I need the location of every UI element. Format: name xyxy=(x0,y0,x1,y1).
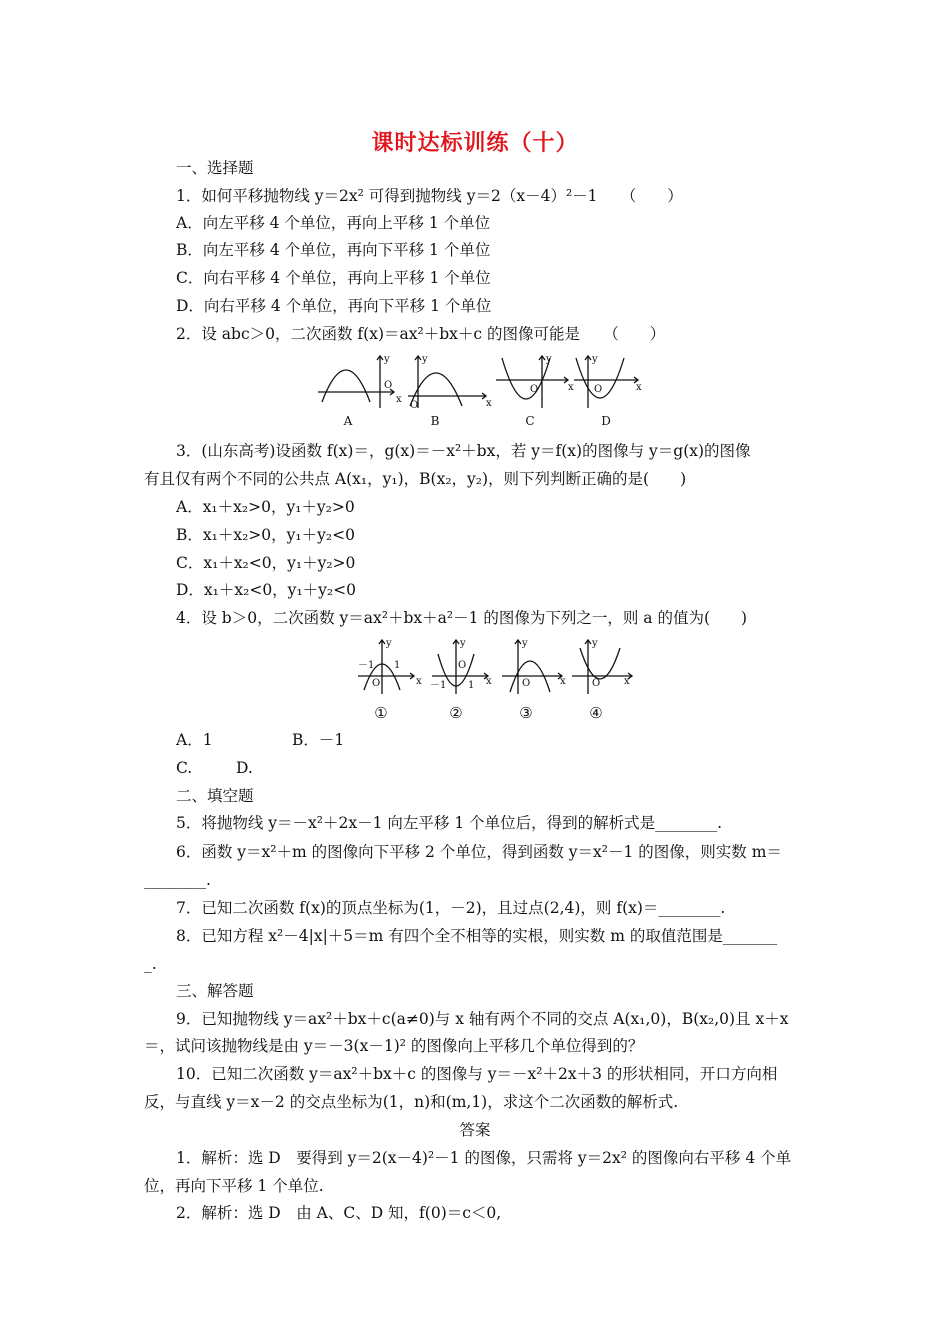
q1-stem: 1．如何平移抛物线 y＝2x² 可得到抛物线 y＝2（x－4）²－1 （ ） xyxy=(176,187,683,205)
q3-option-b: B．x₁＋x₂>0，y₁＋y₂<0 xyxy=(176,526,355,544)
q9-line1: 9．已知抛物线 y＝ax²＋bx＋c(a≠0)与 x 轴有两个不同的交点 A(x₁,0)，B(x₂,0)且 x＋x xyxy=(176,1010,789,1028)
q3-option-a: A．x₁＋x₂>0，y₁＋y₂>0 xyxy=(176,498,355,516)
section-heading-solve: 三、解答题 xyxy=(176,982,254,1000)
q4-option-d: D. xyxy=(236,759,253,777)
svg-text:－1: －1 xyxy=(358,660,375,671)
q2-label-c: C xyxy=(525,414,535,428)
answer1-line2: 位，再向下平移 1 个单位. xyxy=(144,1177,324,1195)
q4-label-2: ② xyxy=(449,704,463,722)
svg-text:y: y xyxy=(386,638,392,649)
svg-text:x: x xyxy=(568,382,574,393)
svg-text:O: O xyxy=(522,678,531,689)
q4-option-a: A．1 xyxy=(176,731,213,749)
q4-label-3: ③ xyxy=(519,704,533,722)
q2-label-a: A xyxy=(343,414,353,428)
q4-graph-4 xyxy=(572,640,632,694)
q4-option-b: B．－1 xyxy=(292,731,345,749)
svg-text:O: O xyxy=(384,380,393,391)
svg-text:y: y xyxy=(422,354,428,365)
svg-text:y: y xyxy=(592,354,598,365)
q4-graph-3 xyxy=(502,640,562,694)
q10-line2: 反，与直线 y＝x－2 的交点坐标为(1，n)和(m,1)，求这个二次函数的解析式. xyxy=(144,1093,679,1111)
q6-line2: ________. xyxy=(144,871,211,889)
q5-text: 5．将抛物线 y＝－x²＋2x－1 向左平移 1 个单位后，得到的解析式是________. xyxy=(176,814,723,832)
q8-line2: _. xyxy=(144,955,157,973)
svg-text:y: y xyxy=(522,638,528,649)
q1-option-b: B．向左平移 4 个单位，再向下平移 1 个单位 xyxy=(176,241,491,259)
q3-line1: 3．(山东高考)设函数 f(x)＝，g(x)＝－x²＋bx，若 y＝f(x)的图像与 y＝g(x)的图像 xyxy=(176,442,751,460)
svg-text:O: O xyxy=(592,678,601,689)
q2-graph-b xyxy=(408,356,486,408)
q3-line2: 有且仅有两个不同的公共点 A(x₁，y₁)，B(x₂，y₂)，则下列判断正确的是( ) xyxy=(144,470,687,488)
svg-text:y: y xyxy=(592,638,598,649)
q2-graph-set xyxy=(316,350,640,410)
q2-label-b: B xyxy=(430,414,440,428)
svg-text:－1: －1 xyxy=(430,680,447,691)
answer1-line1: 1．解析：选 D 要得到 y＝2(x－4)²－1 的图像，只需将 y＝2x² 的图像向右平移 4 个单 xyxy=(176,1149,792,1167)
svg-text:y: y xyxy=(384,354,390,365)
q2-graph-d xyxy=(574,356,638,408)
q6-line1: 6．函数 y＝x²＋m 的图像向下平移 2 个单位，得到函数 y＝x²－1 的图像，则实数 m＝ xyxy=(176,843,782,861)
svg-text:O: O xyxy=(410,400,419,411)
svg-text:x: x xyxy=(624,676,630,687)
svg-text:x: x xyxy=(560,676,566,687)
q2-stem: 2．设 abc＞0，二次函数 f(x)＝ax²＋bx＋c 的图像可能是 （ ） xyxy=(176,325,666,343)
svg-text:O: O xyxy=(458,660,467,671)
section-heading-fill: 二、填空题 xyxy=(176,787,254,805)
q3-option-c: C．x₁＋x₂<0，y₁＋y₂>0 xyxy=(176,554,356,572)
svg-text:x: x xyxy=(396,394,402,405)
q1-option-d: D．向右平移 4 个单位，再向下平移 1 个单位 xyxy=(176,297,492,315)
q2-graph-c xyxy=(496,356,568,408)
answers-heading: 答案 xyxy=(459,1121,491,1139)
svg-text:x: x xyxy=(486,398,492,409)
q10-line1: 10．已知二次函数 y＝ax²＋bx＋c 的图像与 y＝－x²＋2x＋3 的形状相同，开口方向相 xyxy=(176,1065,778,1083)
svg-text:y: y xyxy=(546,354,552,365)
q9-line2: ＝，试问该抛物线是由 y＝－3(x－1)² 的图像向上平移几个单位得到的？ xyxy=(144,1037,644,1055)
page-title: 课时达标训练（十） xyxy=(371,130,579,156)
svg-text:1: 1 xyxy=(468,680,475,691)
section-heading-choice: 一、选择题 xyxy=(176,159,254,177)
q7-text: 7．已知二次函数 f(x)的顶点坐标为(1，－2)，且过点(2,4)，则 f(x)＝________. xyxy=(176,899,726,917)
svg-text:O: O xyxy=(594,384,603,395)
q4-label-4: ④ xyxy=(589,704,603,722)
q2-label-d: D xyxy=(601,414,611,428)
q2-graphs xyxy=(316,350,640,410)
q4-graphs xyxy=(356,634,632,698)
svg-text:O: O xyxy=(372,678,381,689)
svg-text:x: x xyxy=(636,382,642,393)
q2-graph-a xyxy=(318,356,394,408)
q3-option-d: D．x₁＋x₂<0，y₁＋y₂<0 xyxy=(176,581,356,599)
q1-option-c: C．向右平移 4 个单位，再向上平移 1 个单位 xyxy=(176,269,491,287)
q4-stem: 4．设 b＞0，二次函数 y＝ax²＋bx＋a²－1 的图像为下列之一，则 a 的值为( ) xyxy=(176,609,748,627)
svg-text:O: O xyxy=(530,384,539,395)
answer2-line1: 2．解析：选 D 由 A、C、D 知，f(0)＝c＜0, xyxy=(176,1204,502,1222)
svg-text:x: x xyxy=(486,676,492,687)
q4-label-1: ① xyxy=(374,704,388,722)
q8-line1: 8．已知方程 x²－4|x|＋5＝m 有四个全不相等的实根，则实数 m 的取值范围是_______ xyxy=(176,927,778,945)
q1-option-a: A．向左平移 4 个单位，再向上平移 1 个单位 xyxy=(176,214,491,232)
q4-option-c: C. xyxy=(176,759,193,777)
q4-graph-set xyxy=(356,634,632,698)
svg-text:x: x xyxy=(416,676,422,687)
svg-text:1: 1 xyxy=(394,660,401,671)
svg-text:y: y xyxy=(460,638,466,649)
